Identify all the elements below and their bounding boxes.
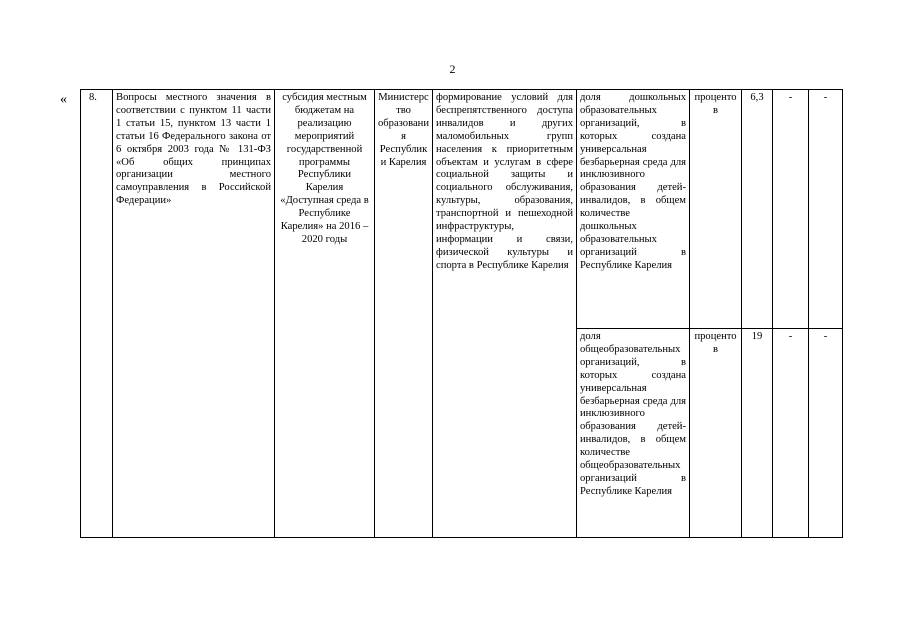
value-text: 6,3	[750, 92, 764, 103]
row-number-cell	[81, 90, 113, 538]
dash-text: -	[788, 92, 793, 103]
indicator-cell	[577, 329, 690, 538]
dash-cell	[773, 329, 809, 538]
unit-cell	[690, 90, 742, 329]
goal-cell	[433, 90, 577, 538]
dash-text: -	[788, 331, 793, 342]
dash-cell	[809, 90, 843, 329]
opening-quote-mark: «	[60, 92, 67, 107]
funding-text: субсидия местным бюджетам на реализацию мероприятий государственной программы Республики Карелия «Доступная среда в Республике Карелия» на 2016 – 2020 годы	[280, 92, 369, 245]
unit-text: процентов	[694, 92, 737, 116]
dash-text: -	[823, 92, 828, 103]
unit-text: процентов	[694, 331, 737, 355]
dash-text: -	[823, 331, 828, 342]
table-row	[81, 90, 843, 329]
row-number: 8.	[89, 92, 97, 103]
indicator-cell	[577, 90, 690, 329]
value-text: 19	[751, 331, 763, 342]
subsidy-table	[80, 89, 843, 538]
unit-cell	[690, 329, 742, 538]
ministry-text: Министерство образования Республики Карелия	[378, 92, 430, 168]
issue-text: Вопросы местного значения в соответствии с пунктом 11 части 1 статьи 15, пунктом 13 части 1 статьи 16 Федерального закона от 6 октября 2003 года № 131-ФЗ «Об общих принципах организации местного самоуправления в Российской Федерации»	[116, 92, 271, 207]
issue-cell	[113, 90, 275, 538]
ministry-cell	[375, 90, 433, 538]
dash-cell	[809, 329, 843, 538]
indicator-text: доля общеобразовательных организаций, в которых создана универсальная безбарьерная среда для инклюзивного образования детей-инвалидов, в общем количестве общеобразовательных организаций в Республике Карелия	[580, 331, 686, 497]
goal-text: формирование условий для беспрепятственного доступа инвалидов и других маломобильных групп населения к приоритетным объектам и услугам в сфере социальной защиты и социального обслуживания, культуры, образования, транспортной и пешеходной инфраструктуры, информации и связи, физической культуры и спорта в Республике Карелия	[436, 92, 573, 271]
value-cell	[742, 90, 773, 329]
funding-cell	[275, 90, 375, 538]
page-number: 2	[449, 62, 456, 76]
value-cell	[742, 329, 773, 538]
dash-cell	[773, 90, 809, 329]
indicator-text: доля дошкольных образовательных организаций, в которых создана универсальная безбарьерная среда для инклюзивного образования детей-инвалидов, в общем количестве дошкольных образовательных организаций в Республике Карелия	[580, 92, 686, 271]
